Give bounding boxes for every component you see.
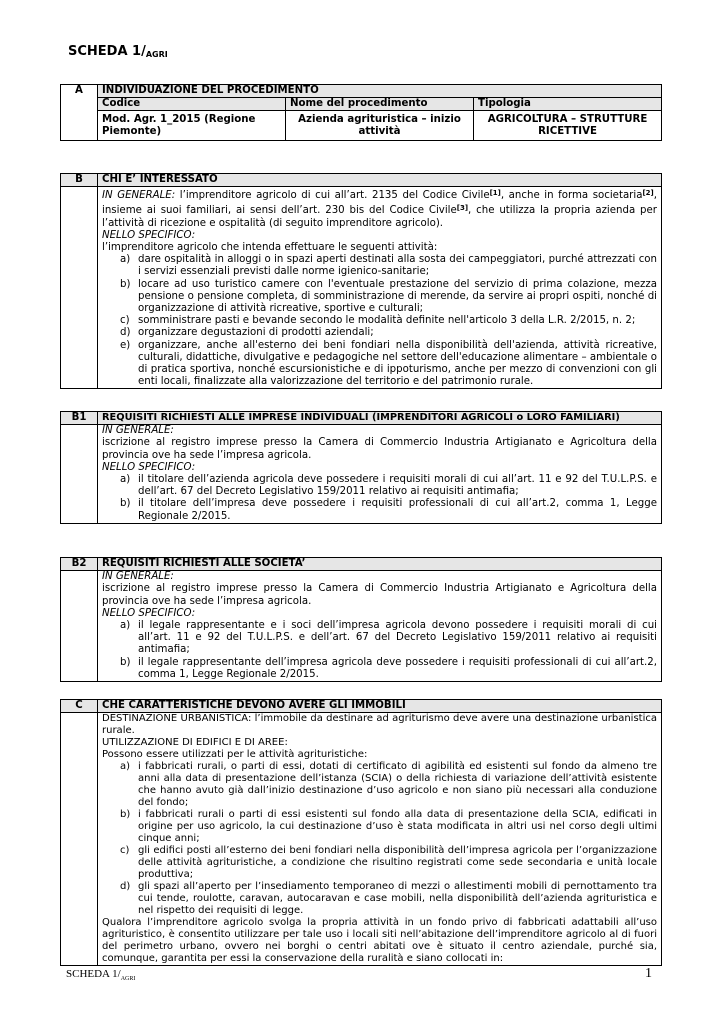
list-text: gli spazi all’aperto per l’insediamento temporaneo di mezzi o allestimenti mobili di pernottamento tra cui tende, roulotte, caravan, autocaravan e case mobili, nella disponibilità dell’azienda agrituristica e nel rispetto dei requisiti di legge. bbox=[138, 881, 657, 917]
section-b2-heading: REQUISITI RICHIESTI ALLE SOCIETA’ bbox=[98, 558, 662, 571]
section-b-general bbox=[102, 187, 657, 230]
buildings-list bbox=[102, 761, 657, 917]
list-marker: c) bbox=[120, 315, 130, 327]
section-c-letter: C bbox=[61, 700, 98, 713]
list-text: somministrare pasti e bevande secondo le modalità definite nell'articolo 3 della L.R. 2/2015, n. 2; bbox=[138, 315, 636, 327]
list-marker: b) bbox=[120, 656, 131, 668]
section-b1-letter: B1 bbox=[61, 412, 98, 425]
specific-intro: l’imprenditore agricolo che intenda effettuare le seguenti attività: bbox=[102, 242, 438, 254]
col-type-header: Tipologia bbox=[474, 98, 662, 111]
section-b-letter: B bbox=[61, 174, 98, 187]
list-text: dare ospitalità in alloggi o in spazi aperti destinati alla sosta dei campeggiatori, purché attrezzati con i servizi essenziali previsti dalle norme igienico-sanitarie; bbox=[138, 254, 657, 278]
section-a-table bbox=[60, 84, 662, 141]
section-b1-body bbox=[98, 425, 662, 524]
procedure-code: Mod. Agr. 1_2015 (Regione Piemonte) bbox=[98, 111, 286, 141]
section-b1-heading: REQUISITI RICHIESTI ALLE IMPRESE INDIVIDUALI (IMPRENDITORI AGRICOLI o LORO FAMILIARI) bbox=[98, 412, 662, 425]
list-marker: b) bbox=[120, 278, 131, 290]
col-name-header: Nome del procedimento bbox=[286, 98, 474, 111]
list-item bbox=[102, 315, 657, 327]
specific-label: NELLO SPECIFICO: bbox=[102, 229, 196, 241]
general-text-2: , anche in forma societaria bbox=[500, 190, 643, 202]
page-title-sub: AGRI bbox=[145, 50, 168, 59]
list-item bbox=[102, 340, 657, 389]
section-b-heading: CHI E’ INTERESSATO bbox=[98, 174, 662, 187]
list-text: il legale rappresentante e i soci dell’impresa agricola devono possedere i requisiti morali di cui all’art. 11 e 92 del T.U.L.P.S. e dell’art. 67 del Decreto Legislativo 159/2011 relativo ai requisiti antimafia; bbox=[138, 620, 657, 656]
list-text: locare ad uso turistico camere con l'eventuale prestazione del servizio di prima colazione, mezza pensione o pensione completa, di somministrazione di merende, da servire ai propri ospiti, nonché di organizzazione di attività ricreative, sportive e culturali; bbox=[138, 278, 657, 315]
list-marker: a) bbox=[120, 474, 131, 486]
section-c-body bbox=[98, 713, 662, 966]
specific-label: NELLO SPECIFICO: bbox=[102, 607, 196, 619]
list-marker: d) bbox=[120, 881, 131, 893]
list-item bbox=[102, 881, 657, 917]
general-label: IN GENERALE: bbox=[102, 425, 174, 437]
footer-main: SCHEDA 1/ bbox=[66, 968, 121, 980]
list-text: il titolare dell’azienda agricola deve possedere i requisiti morali di cui all’art. 11 e 92 del T.U.L.P.S. e dell’art. 67 del Decreto Legislativo 159/2011 relativo ai requisiti antimafia; bbox=[138, 474, 657, 498]
list-item bbox=[102, 845, 657, 881]
list-item bbox=[102, 474, 657, 498]
section-b2-letter-blank bbox=[61, 571, 98, 682]
list-item bbox=[102, 620, 657, 657]
general-text-1: l’imprenditore agricolo di cui all’art. 2135 del Codice Civile bbox=[175, 190, 490, 202]
section-c-letter-blank bbox=[61, 713, 98, 966]
section-b2-body bbox=[98, 571, 662, 682]
list-item bbox=[102, 498, 657, 522]
list-item bbox=[102, 279, 657, 316]
footnote-ref-1: [1] bbox=[489, 189, 501, 198]
col-code-header: Codice bbox=[98, 98, 286, 111]
section-b-table bbox=[60, 173, 662, 389]
section-c-heading: CHE CARATTERISTICHE DEVONO AVERE GLI IMMOBILI bbox=[98, 700, 662, 713]
list-text: i fabbricati rurali o parti di essi esistenti sul fondo alla data di presentazione della SCIA, edificati in origine per uso agricolo, la cui destinazione d’uso è stata modificata in altri usi nel corso degli ultimi cinque anni; bbox=[138, 809, 657, 845]
general-label: IN GENERALE: bbox=[102, 571, 174, 583]
procedure-type: AGRICOLTURA – STRUTTURE RICETTIVE bbox=[474, 111, 662, 141]
list-marker: d) bbox=[120, 327, 131, 339]
utilization-intro: Possono essere utilizzati per le attività agrituristiche: bbox=[102, 749, 368, 761]
page-number: 1 bbox=[645, 966, 652, 981]
list-marker: e) bbox=[120, 339, 131, 351]
section-b2-letter: B2 bbox=[61, 558, 98, 571]
section-b2-table bbox=[60, 557, 662, 682]
list-marker: a) bbox=[120, 761, 131, 773]
section-b-body bbox=[98, 187, 662, 389]
list-marker: b) bbox=[120, 809, 131, 821]
section-b1-letter-blank bbox=[61, 425, 98, 524]
list-marker: a) bbox=[120, 620, 131, 632]
list-item bbox=[102, 254, 657, 278]
general-text: iscrizione al registro imprese presso la Camera di Commercio Industria Artigianato e Agricoltura della provincia ove ha sede l’impresa agricola. bbox=[102, 437, 657, 461]
requirements-list bbox=[102, 620, 657, 681]
list-text: il titolare dell’impresa deve possedere i requisiti professionali di cui all’art.2, comma 1, Legge Regionale 2/2015. bbox=[138, 498, 657, 522]
list-item bbox=[102, 809, 657, 845]
list-marker: b) bbox=[120, 498, 131, 510]
list-text: gli edifici posti all’esterno dei beni fondiari nella disponibilità dell’impresa agricola per l’organizzazione delle attività agrituristiche, a condizione che risultino registrati come sede secondaria e unità locale produttiva; bbox=[138, 845, 657, 881]
list-item bbox=[102, 327, 657, 339]
urban-destination: DESTINAZIONE URBANISTICA: l’immobile da destinare ad agriturismo deve avere una destinazione urbanistica rurale. bbox=[102, 713, 657, 737]
requirements-list bbox=[102, 474, 657, 523]
list-item bbox=[102, 761, 657, 809]
closing-paragraph: Qualora l’imprenditore agricolo svolga la propria attività in un fondo privo di fabbricati adattabili all’uso agrituristico, è consentito utilizzare per tale uso i locali siti nell’abitazione dell’imprenditore agricolo al di fuori del perimetro urbano, ovvero nei borghi o centri abitati ove è situato il centro aziendale, purché sia, comunque, garantita per essi la conservazione della ruralità e siano collocati in: bbox=[102, 917, 657, 965]
page-title bbox=[68, 44, 168, 59]
utilization-heading: UTILIZZAZIONE DI EDIFICI E DI AREE: bbox=[102, 737, 288, 749]
list-text: il legale rappresentante dell’impresa agricola deve possedere i requisiti professionali di cui all’art.2, comma 1, Legge Regionale 2/2015. bbox=[138, 656, 657, 680]
page-title-main: SCHEDA 1/ bbox=[68, 44, 146, 59]
list-item bbox=[102, 657, 657, 681]
specific-label: NELLO SPECIFICO: bbox=[102, 461, 196, 473]
list-marker: a) bbox=[120, 254, 131, 266]
activities-list bbox=[102, 254, 657, 388]
general-text: iscrizione al registro imprese presso la Camera di Commercio Industria Artigianato e Agricoltura della provincia ove ha sede l’impresa agricola. bbox=[102, 583, 657, 607]
section-c-table bbox=[60, 699, 662, 966]
general-text-3: , insieme ai suoi familiari, ai sensi dell’art. 230 bis del Codice Civile bbox=[102, 190, 657, 217]
list-text: organizzare degustazioni di prodotti aziendali; bbox=[138, 327, 374, 339]
general-text-4: , che utilizza la propria azienda per l’attività di ricezione e ospitalità (di seguito imprenditore agricolo). bbox=[102, 205, 657, 229]
list-text: i fabbricati rurali, o parti di essi, dotati di certificato di agibilità ed esistenti sul fondo da almeno tre anni alla data di presentazione dell’istanza (SCIA) o della richiesta di variazione dell’attività esistente che hanno avuto già dall’inizio destinazione d’uso agricolo e non siano più necessari alla conduzione del fondo; bbox=[138, 761, 657, 809]
footnote-ref-2: [2] bbox=[642, 189, 654, 198]
procedure-name: Azienda agrituristica – inizio attività bbox=[286, 111, 474, 141]
section-a-letter: A bbox=[61, 85, 98, 141]
footnote-ref-3: [3] bbox=[456, 204, 469, 213]
section-b1-table bbox=[60, 411, 662, 524]
section-b-letter-blank bbox=[61, 187, 98, 389]
general-label: IN GENERALE: bbox=[102, 190, 176, 202]
list-text: organizzare, anche all'esterno dei beni fondiari nella disponibilità dell'azienda, attività ricreative, culturali, didattiche, divulgative e pedagogiche nel settore dell'educazione alimentare – ambientale o di pratica sportiva, nonché escursionistiche e di ippoturismo, anche per mezzo di convenzioni con gli enti locali, finalizzate alla valorizzazione del territorio e del patrimonio rurale. bbox=[138, 339, 657, 388]
footer-sub: AGRI bbox=[120, 976, 136, 983]
section-a-heading: INDIVIDUAZIONE DEL PROCEDIMENTO bbox=[98, 85, 662, 98]
page-footer bbox=[66, 968, 135, 982]
list-marker: c) bbox=[120, 845, 130, 857]
